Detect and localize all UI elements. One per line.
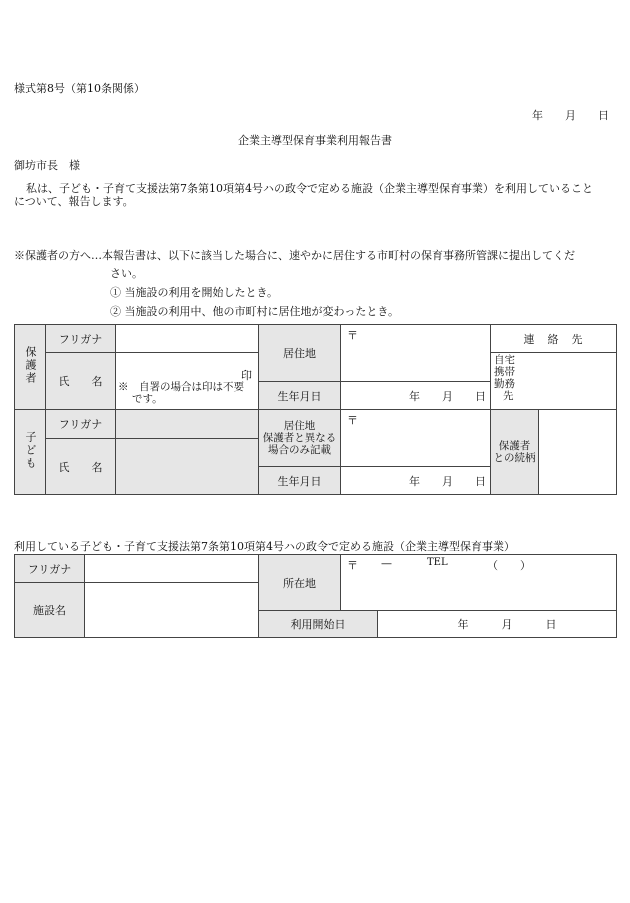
start-date-field[interactable]: 年 月 日 [378, 611, 617, 638]
seal-note-cont: です。 [132, 393, 163, 405]
child-birth-field[interactable]: 年 月 日 [341, 467, 491, 495]
facility-furigana-label: フリガナ [15, 555, 85, 583]
intro-text: 私は、子ども・子育て支援法第7条第10項第4号ハの政令で定める施設（企業主導型保育事業）を利用していること [26, 182, 593, 195]
seal-mark: 印 [241, 369, 252, 382]
facility-location-field[interactable] [341, 555, 617, 611]
child-label: 子ども [15, 410, 46, 495]
tel-label: TEL [427, 557, 448, 568]
facility-furigana-field[interactable] [85, 555, 259, 583]
postal-dash: — [381, 557, 392, 570]
postal-mark: 〒 [347, 559, 358, 572]
guardian-birth-field[interactable]: 年 月 日 [341, 382, 491, 410]
facility-name-label: 施設名 [15, 583, 85, 638]
report-date: 年 月 日 [532, 109, 609, 122]
facility-location-label: 所在地 [259, 555, 341, 611]
page-title: 企業主導型保育事業利用報告書 [238, 134, 392, 147]
guardian-address-label: 居住地 [259, 325, 341, 382]
contact-header: 連 絡 先 [491, 325, 617, 353]
start-date-label: 利用開始日 [259, 611, 378, 638]
child-birth-label: 生年月日 [259, 467, 341, 495]
guardian-label: 保護者 [15, 325, 46, 410]
intro-text-cont: について、報告します。 [14, 195, 134, 208]
guardian-name-label: 氏 名 [46, 353, 116, 410]
guardian-birth-label: 生年月日 [259, 382, 341, 410]
contact-home: 自宅 [494, 354, 515, 366]
seal-note: ※ 自署の場合は印は不要 [118, 381, 244, 393]
child-furigana-label: フリガナ [46, 410, 116, 439]
facility-heading: 利用している子ども・子育て支援法第7条第10項第4号ハの政令で定める施設（企業主導型保育事業） [14, 540, 515, 553]
notice-text: ※保護者の方へ…本報告書は、以下に該当した場合に、速やかに居住する市町村の保育事務所管課に提出してくだ [14, 249, 575, 262]
guardian-furigana-label: フリガナ [46, 325, 116, 353]
guardian-furigana-field[interactable] [116, 325, 259, 353]
child-address-label: 居住地 保護者と異なる 場合のみ記載 [259, 410, 341, 467]
postal-mark: 〒 [347, 414, 358, 427]
contact-field[interactable] [491, 353, 617, 410]
notice-text-cont: さい。 [110, 267, 143, 280]
facility-table [14, 554, 617, 638]
notice-item-2: ② 当施設の利用中、他の市町村に居住地が変わったとき。 [110, 305, 399, 318]
child-furigana-field[interactable] [116, 410, 259, 439]
addressee: 御坊市長 様 [14, 159, 80, 172]
guardian-address-field[interactable] [341, 325, 491, 382]
postal-mark: 〒 [347, 329, 358, 342]
facility-name-field[interactable] [85, 583, 259, 638]
guardian-name-field[interactable] [116, 353, 259, 410]
contact-work: 勤務 [494, 378, 515, 390]
child-name-field[interactable] [116, 439, 259, 495]
relation-label: 保護者 との続柄 [491, 410, 539, 495]
child-name-label: 氏 名 [46, 439, 116, 495]
form-number: 様式第8号（第10条関係） [14, 82, 145, 95]
contact-mobile: 携帯 [494, 366, 515, 378]
contact-work-cont: 先 [503, 390, 514, 402]
child-address-field[interactable] [341, 410, 491, 467]
tel-area-code: （ ） [487, 559, 531, 572]
applicant-table [14, 324, 617, 495]
relation-field[interactable] [539, 410, 617, 495]
notice-item-1: ① 当施設の利用を開始したとき。 [110, 286, 279, 299]
